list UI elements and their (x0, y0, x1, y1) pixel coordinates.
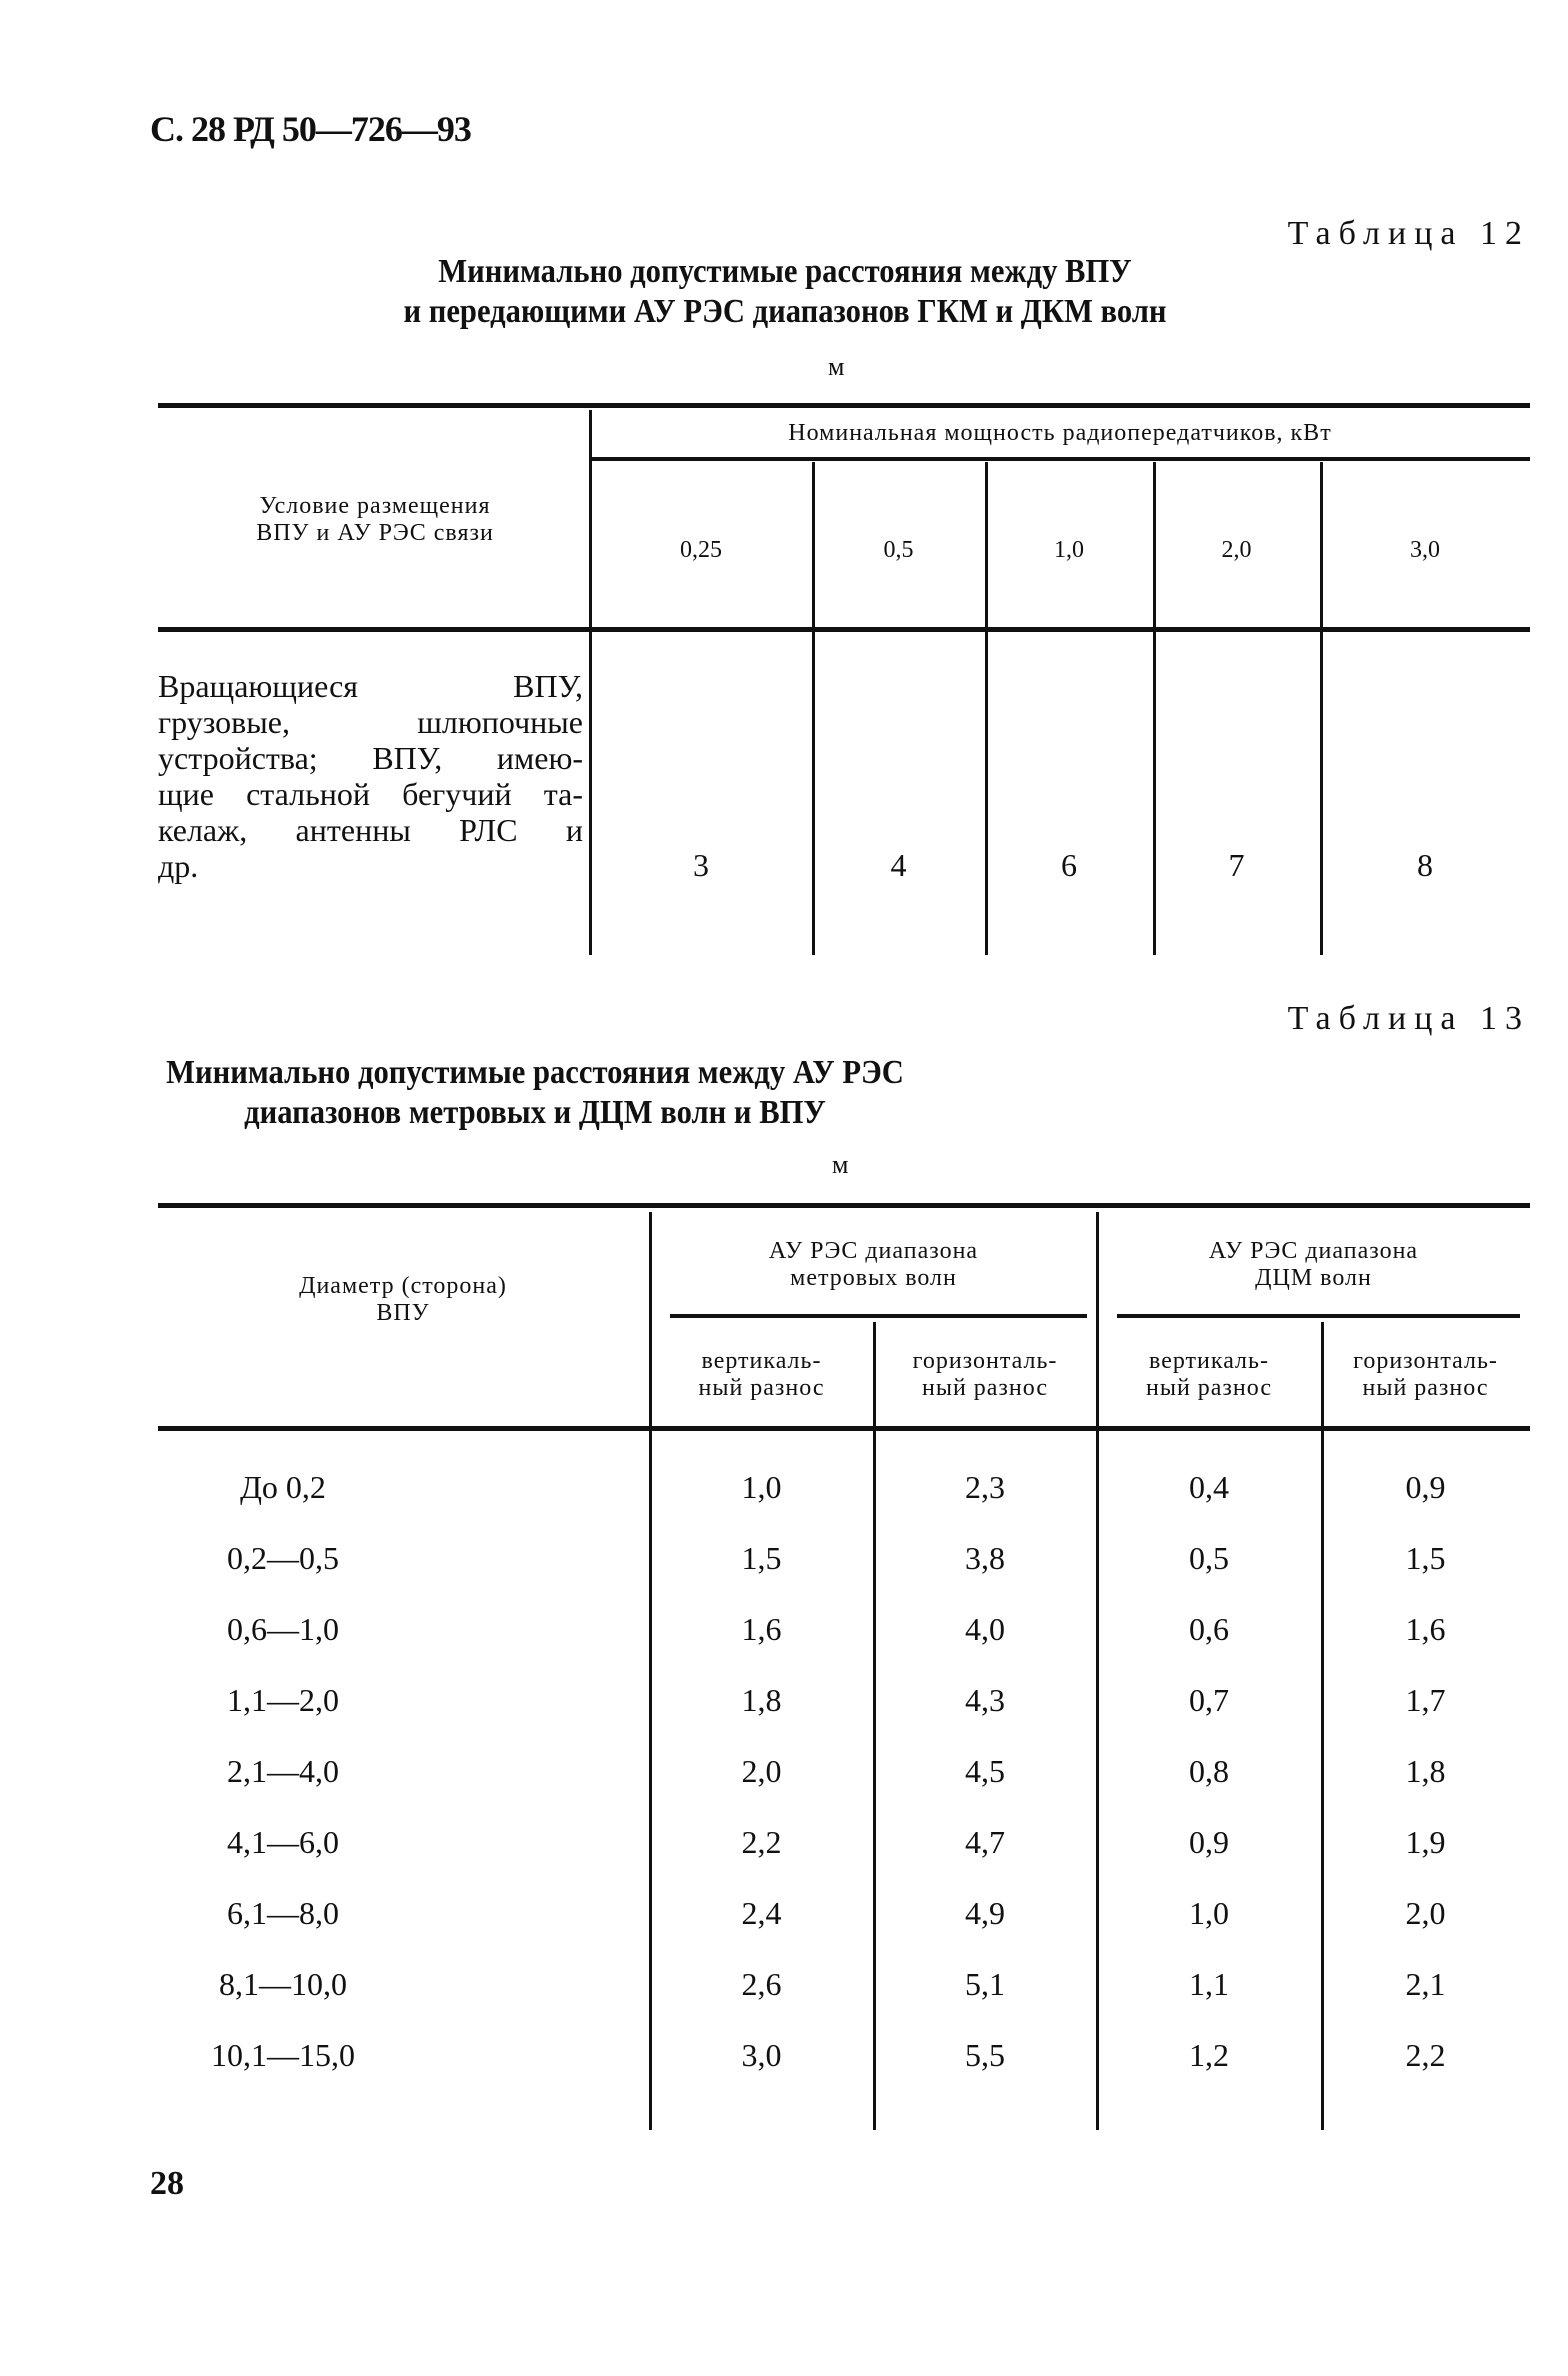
diameter-cell: До 0,2 (240, 1468, 326, 1505)
value-cell: 3,0 (741, 2036, 782, 2073)
table-row (0, 1888, 1568, 1938)
value-cell: 0,7 (1189, 1681, 1229, 1718)
row-header (158, 1260, 648, 1340)
table-13-label: Таблица 13 (1287, 1000, 1530, 1037)
value-cell: 1,5 (741, 1539, 782, 1576)
table-row (0, 2030, 1568, 2080)
title-line: Минимально допустимые расстояния между АУ РЭС (166, 1054, 904, 1091)
value-cell: 0,5 (1189, 1539, 1229, 1576)
column-header: 0,25 (680, 536, 722, 563)
value-cell: 0,9 (1405, 1468, 1446, 1505)
diameter-cell: 0,6—1,0 (227, 1610, 339, 1647)
condition-line: келаж, антенны РЛС и (158, 812, 583, 848)
diameter-cell: 8,1—10,0 (219, 1965, 347, 2002)
table-13-title (0, 1053, 1296, 1133)
subcolumn-header-line: ный разнос (1145, 1375, 1273, 1401)
value-cell: 1,5 (1405, 1539, 1446, 1576)
value-cell: 1,1 (1189, 1965, 1229, 2002)
group-header-line: АУ РЭС диапазона (768, 1238, 979, 1264)
value-cell: 0,9 (1189, 1823, 1229, 1860)
row-header-line: ВПУ и АУ РЭС связи (256, 520, 494, 546)
diameter-cell: 6,1—8,0 (227, 1894, 339, 1931)
row-header-line: Условие размещения (259, 493, 491, 519)
condition-text (158, 668, 583, 884)
table-12-title (25, 252, 1546, 332)
value-cell: 5,5 (965, 2036, 1005, 2073)
diameter-cell: 2,1—4,0 (227, 1752, 339, 1789)
value-cell: 4,3 (965, 1681, 1005, 1718)
table-12-unit: м (828, 352, 845, 381)
condition-line: грузовые, шлюпочные (158, 704, 583, 740)
table-row (0, 1533, 1568, 1583)
value-cell: 2,1 (1405, 1965, 1446, 2002)
table-row (0, 1959, 1568, 2009)
table-row (0, 1604, 1568, 1654)
value-cell: 7 (1228, 846, 1245, 883)
value-cell: 3 (693, 846, 709, 883)
value-cell: 4,5 (965, 1752, 1005, 1789)
value-cell: 1,8 (1405, 1752, 1446, 1789)
group-header-line: метровых волн (790, 1265, 957, 1291)
rule (158, 627, 1530, 632)
title-line: Минимально допустимые расстояния между ВПУ (438, 253, 1132, 290)
value-cell: 1,6 (1405, 1610, 1446, 1647)
value-cell: 1,8 (741, 1681, 782, 1718)
value-cell: 1,6 (741, 1610, 782, 1647)
diameter-cell: 1,1—2,0 (227, 1681, 339, 1718)
value-cell: 1,0 (1189, 1894, 1229, 1931)
row-header-line: ВПУ (376, 1300, 430, 1326)
rule (158, 1203, 1530, 1208)
table-row (0, 1462, 1568, 1512)
title-line: и передающими АУ РЭС диапазонов ГКМ и ДКМ волн (403, 293, 1167, 330)
table-12-label: Таблица 12 (1287, 215, 1530, 252)
group-header-line: ДЦМ волн (1255, 1265, 1372, 1291)
condition-line: щие стальной бегучий та- (158, 776, 583, 812)
value-cell: 1,9 (1405, 1823, 1446, 1860)
column-header: 0,5 (883, 536, 914, 563)
diameter-cell: 0,2—0,5 (227, 1539, 339, 1576)
value-cell: 1,0 (741, 1468, 782, 1505)
subcolumn-header (650, 1330, 873, 1420)
value-cell: 0,4 (1189, 1468, 1229, 1505)
group-header (650, 1225, 1097, 1305)
running-header: С. 28 РД 50—726—93 (150, 109, 471, 149)
value-cell: 2,6 (741, 1965, 782, 2002)
value-cell: 2,2 (741, 1823, 782, 1860)
subcolumn-header (1097, 1330, 1321, 1420)
value-cell: 5,1 (965, 1965, 1005, 2002)
rule (592, 457, 1530, 461)
subcolumn-header-line: горизонталь- (912, 1348, 1058, 1374)
diameter-cell: 10,1—15,0 (211, 2036, 355, 2073)
value-cell: 0,6 (1189, 1610, 1229, 1647)
rule (158, 1426, 1530, 1431)
value-cell: 4,0 (965, 1610, 1005, 1647)
row-header-line: Диаметр (сторона) (299, 1273, 507, 1299)
table-13-unit: м (832, 1150, 849, 1179)
value-cell: 0,8 (1189, 1752, 1229, 1789)
diameter-cell: 4,1—6,0 (227, 1823, 339, 1860)
subcolumn-header (1321, 1330, 1530, 1420)
subcolumn-header-line: ный разнос (698, 1375, 825, 1401)
subcolumn-header (873, 1330, 1097, 1420)
value-cell: 8 (1417, 846, 1433, 883)
page-number: 28 (150, 2165, 184, 2202)
table-row (0, 1675, 1568, 1725)
rule (670, 1314, 1087, 1318)
value-cell: 4,7 (965, 1823, 1005, 1860)
column-header: 3,0 (1410, 536, 1440, 563)
value-cell: 2,0 (741, 1752, 782, 1789)
column-header: 2,0 (1221, 536, 1252, 563)
value-cell: 2,2 (1405, 2036, 1446, 2073)
group-header (1097, 1225, 1530, 1305)
value-cell: 2,0 (1405, 1894, 1446, 1931)
value-cell: 3,8 (965, 1539, 1005, 1576)
subcolumn-header-line: горизонталь- (1353, 1348, 1498, 1374)
group-header: Номинальная мощность радиопередатчиков, кВт (788, 419, 1332, 446)
group-header-line: АУ РЭС диапазона (1208, 1238, 1419, 1264)
subcolumn-header-line: ный разнос (1362, 1375, 1489, 1401)
subcolumn-header-line: вертикаль- (701, 1348, 822, 1374)
rule (1117, 1314, 1520, 1318)
table-row (0, 1817, 1568, 1867)
subcolumn-header-line: вертикаль- (1149, 1348, 1269, 1374)
value-cell: 1,7 (1405, 1681, 1446, 1718)
title-line: диапазонов метровых и ДЦМ волн и ВПУ (244, 1094, 826, 1131)
value-cell: 4,9 (965, 1894, 1005, 1931)
value-cell: 1,2 (1189, 2036, 1229, 2073)
column-header: 1,0 (1054, 536, 1084, 563)
value-cell: 2,3 (965, 1468, 1005, 1505)
condition-line: устройства; ВПУ, имею- (158, 740, 583, 776)
table-row (0, 1746, 1568, 1796)
row-header (170, 470, 580, 570)
subcolumn-header-line: ный разнос (921, 1375, 1049, 1401)
value-cell: 6 (1061, 846, 1077, 883)
value-cell: 2,4 (741, 1894, 782, 1931)
condition-line: др. (158, 848, 199, 884)
condition-line: Вращающиеся ВПУ, (158, 668, 583, 704)
value-cell: 4 (890, 846, 907, 883)
